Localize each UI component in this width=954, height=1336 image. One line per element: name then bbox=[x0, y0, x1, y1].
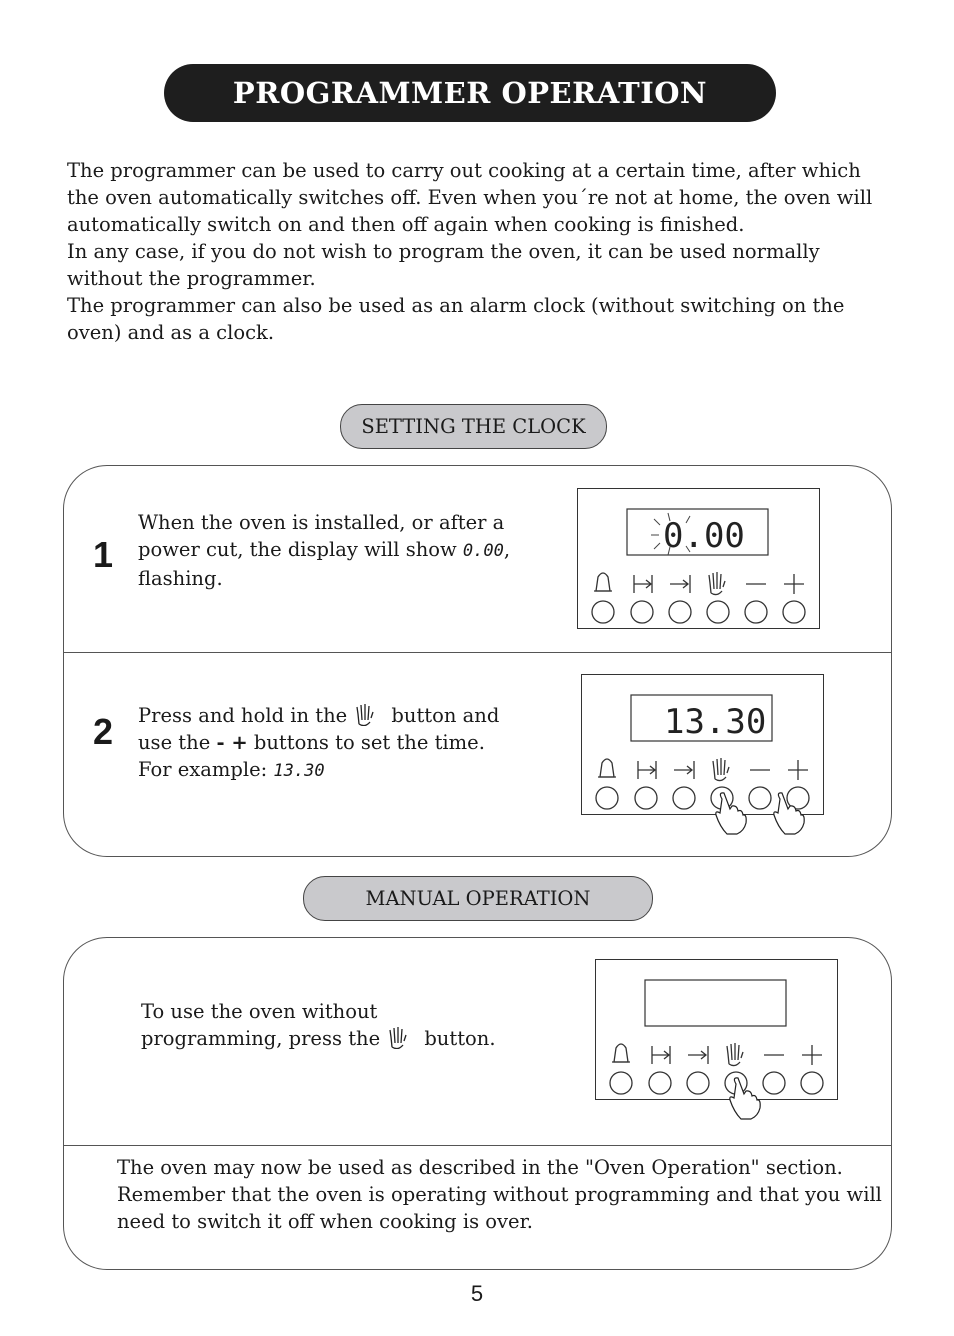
programmer-panel-step-2 bbox=[581, 674, 824, 815]
minus-button[interactable] bbox=[745, 601, 767, 623]
manual-text-b: button. bbox=[424, 1027, 496, 1050]
setting-clock-heading: SETTING THE CLOCK bbox=[340, 404, 607, 449]
bell-button[interactable] bbox=[592, 601, 614, 623]
manual-hand-icon bbox=[351, 702, 381, 726]
end-time-button[interactable] bbox=[669, 601, 691, 623]
intro-paragraph-1: The programmer can be used to carry out cooking at a certain time, after which the oven automatically switches off. Even when you´re not at home, the oven will automatically switch on and then off again when cooking is finished. bbox=[67, 159, 873, 236]
bell-button[interactable] bbox=[610, 1072, 632, 1094]
step-2-number: 2 bbox=[93, 711, 114, 752]
minus-button[interactable] bbox=[749, 787, 771, 809]
plus-button[interactable] bbox=[783, 601, 805, 623]
manual-operation-text bbox=[141, 998, 521, 1052]
bell-button[interactable] bbox=[596, 787, 618, 809]
plus-button[interactable] bbox=[801, 1072, 823, 1094]
step-2-text-d: For example: bbox=[138, 758, 274, 781]
step-2-text bbox=[138, 702, 518, 785]
inline-display-value: 0.00 bbox=[462, 541, 504, 561]
minus-button[interactable] bbox=[763, 1072, 785, 1094]
plus-icon bbox=[784, 574, 804, 594]
manual-hand-icon bbox=[727, 1043, 743, 1066]
divider bbox=[63, 652, 892, 653]
step-1-text-a: When the oven is installed, or after a power cut, the display will show bbox=[138, 511, 505, 561]
end-time-icon bbox=[670, 575, 690, 593]
cooking-time-icon bbox=[652, 1046, 670, 1064]
page-number: 5 bbox=[470, 1281, 484, 1306]
step-1-number: 1 bbox=[93, 534, 114, 575]
step-1-text-b: , flashing. bbox=[138, 538, 511, 590]
manual-button[interactable] bbox=[707, 601, 729, 623]
intro-paragraph-2: In any case, if you do not wish to program the oven, it can be used normally without the programmer. bbox=[67, 240, 820, 290]
cooking-time-icon bbox=[634, 575, 652, 593]
bell-icon bbox=[612, 1044, 630, 1062]
manual-hand-icon bbox=[384, 1025, 414, 1049]
plus-icon bbox=[788, 760, 808, 780]
end-time-icon bbox=[688, 1046, 708, 1064]
pointing-finger-icon bbox=[730, 1078, 760, 1119]
programmer-panel-manual bbox=[595, 959, 838, 1100]
bell-icon bbox=[594, 573, 612, 591]
minus-plus-label: - + bbox=[216, 731, 248, 754]
end-time-button[interactable] bbox=[687, 1072, 709, 1094]
manual-note-paragraph: The oven may now be used as described in the "Oven Operation" section. Remember that the oven is operating without programming and that you will need to switch it off when cooking is over. bbox=[117, 1156, 882, 1233]
bell-icon bbox=[598, 759, 616, 777]
page-title: PROGRAMMER OPERATION bbox=[164, 64, 776, 122]
manual-text-a: To use the oven without programming, press the bbox=[141, 1000, 381, 1050]
end-time-icon bbox=[674, 761, 694, 779]
pointing-finger-icon bbox=[716, 793, 746, 834]
pointing-finger-icon bbox=[774, 793, 804, 834]
manual-operation-note bbox=[117, 1154, 897, 1235]
display-value: 0.00 bbox=[663, 516, 745, 556]
intro-paragraph-3: The programmer can also be used as an alarm clock (without switching on the oven) and as a clock. bbox=[67, 294, 845, 344]
manual-operation-heading: MANUAL OPERATION bbox=[303, 876, 653, 921]
lcd-display-frame bbox=[645, 980, 786, 1026]
cooking-time-button[interactable] bbox=[649, 1072, 671, 1094]
end-time-button[interactable] bbox=[673, 787, 695, 809]
manual-hand-icon bbox=[713, 758, 729, 781]
manual-hand-icon bbox=[709, 572, 725, 595]
display-value: 13.30 bbox=[664, 702, 767, 742]
cooking-time-button[interactable] bbox=[631, 601, 653, 623]
divider bbox=[63, 1145, 892, 1146]
plus-icon bbox=[802, 1045, 822, 1065]
cooking-time-icon bbox=[638, 761, 656, 779]
cooking-time-button[interactable] bbox=[635, 787, 657, 809]
step-2-text-c: buttons to set the time. bbox=[247, 731, 485, 754]
inline-example-value: 13.30 bbox=[273, 761, 325, 781]
intro-text bbox=[67, 157, 897, 346]
step-2-text-b: button and use the bbox=[138, 704, 500, 754]
step-2-text-a: Press and hold in the bbox=[138, 704, 348, 727]
step-1-text bbox=[138, 509, 518, 592]
programmer-panel-step-1 bbox=[577, 488, 820, 629]
